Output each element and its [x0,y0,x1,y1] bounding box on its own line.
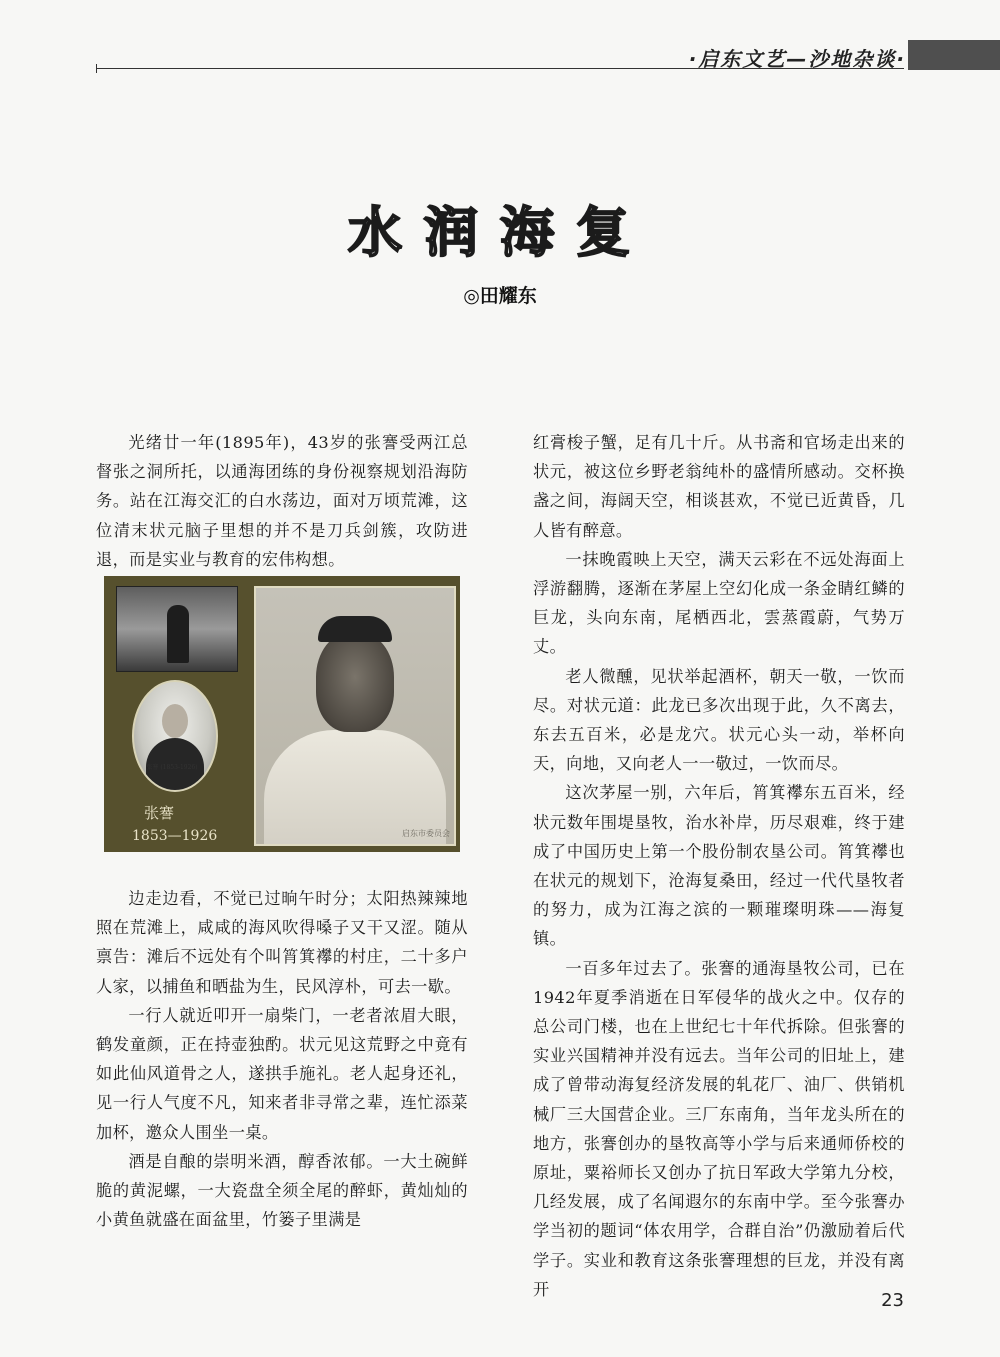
paragraph: 一抹晚霞映上天空，满天云彩在不远处海面上浮游翻腾，逐渐在茅屋上空幻化成一条金睛红鳞的巨龙，头向东南，尾栖西北，雲蒸霞蔚，气势万丈。 [533,549,905,657]
paragraph: 老人微醺，见状举起酒杯，朝天一敬，一饮而尽。对状元道：此龙已多次出现于此，久不离去，东去五百米，必是龙穴。状元心头一动，举杯向天，向地，又向老人一一敬过，一饮而尽。 [533,666,905,774]
header-bar [908,40,1000,70]
figure-years: 1853—1926 [132,828,218,844]
paragraph-continuation: 红膏梭子蟹，足有几十斤。从书斋和官场走出来的状元，被这位乡野老翁纯朴的盛情所感动。交杯换盏之间，海阔天空，相谈甚欢，不觉已近黄昏，几人皆有醉意。 [533,433,905,540]
portrait-figure [104,576,460,852]
paragraph: 光绪廿一年(1895年)，43岁的张謇受两江总督张之洞所托，以通海团练的身份视察规划沿海防务。站在江海交汇的白水荡边，面对万顷荒滩，这位清末状元脑子里想的并不是刀兵剑簇，攻防进退，而是实业与教育的宏伟构想。 [96,433,468,569]
section-header: ·启东文艺—沙地杂谈· [688,47,906,71]
left-column-bottom [96,884,468,1244]
portrait-cap [318,616,392,642]
portrait-head [316,632,394,732]
paragraph: 一行人就近叩开一扇柴门，一老者浓眉大眼，鹤发童颜，正在持壶独酌。状元见这荒野之中竟有如此仙风道骨之人，遂拱手施礼。老人起身还礼，见一行人气度不凡，知来者非寻常之辈，连忙添菜加杯，邀众人围坐一桌。 [96,1005,468,1142]
oval-portrait [132,680,218,792]
group-photo [116,586,238,672]
paragraph: 一百多年过去了。张謇的通海垦牧公司，已在1942年夏季消逝在日军侵华的战火之中。仅存的总公司门楼，也在上世纪七十年代拆除。但张謇的实业兴国精神并没有远去。当年公司的旧址上，建成了曾带动海复经济发展的轧花厂、油厂、供销机械厂三大国营企业。三厂东南角，当年龙头所在的地方，张謇创办的垦牧高等小学与后来通师侨校的原址，粟裕师长又创办了抗日军政大学第九分校，几经发展，成了名闻遐尔的东南中学。至今张謇办学当初的题词“体农用学，合群自治”仍激励着后代学子。实业和教育这条张謇理想的巨龙，并没有离开 [533,958,905,1299]
article-author: ◎田耀东 [463,285,537,307]
photo-watermark: 启东市委员会 [402,829,450,838]
large-portrait [254,586,456,846]
paragraph: 边走边看，不觉已过晌午时分；太阳热辣辣地照在荒滩上，咸咸的海风吹得嗓子又干又涩。随从禀告：滩后不远处有个叫筲箕襻的村庄，二十多户人家，以捕鱼和晒盐为生，民风淳朴，可去一歇。 [96,889,468,996]
right-column [533,428,905,1299]
paragraph: 酒是自酿的崇明米酒，醇香浓郁。一大土碗鲜脆的黄泥螺，一大瓷盘全须全尾的醉虾，黄灿灿的小黄鱼就盛在面盆里，竹篓子里满是 [96,1151,468,1230]
oval-caption: 张謇 (1853-1926) [146,764,198,771]
paragraph: 这次茅屋一别，六年后，筲箕襻东五百米，经状元数年围堤垦牧，治水补岸，历尽艰难，终于建成了中国历史上第一个股份制农垦公司。筲箕襻也在状元的规划下，沧海复桑田，经过一代代垦牧者的努力，成为江海之滨的一颗璀璨明珠——海复镇。 [533,783,905,949]
portrait-face [162,704,188,738]
page-number: 23 [881,1290,904,1311]
standing-figure [167,605,189,663]
figure-name: 张謇 [144,804,175,822]
left-column-top [96,428,468,578]
article-title: 水润海复 [348,201,652,264]
